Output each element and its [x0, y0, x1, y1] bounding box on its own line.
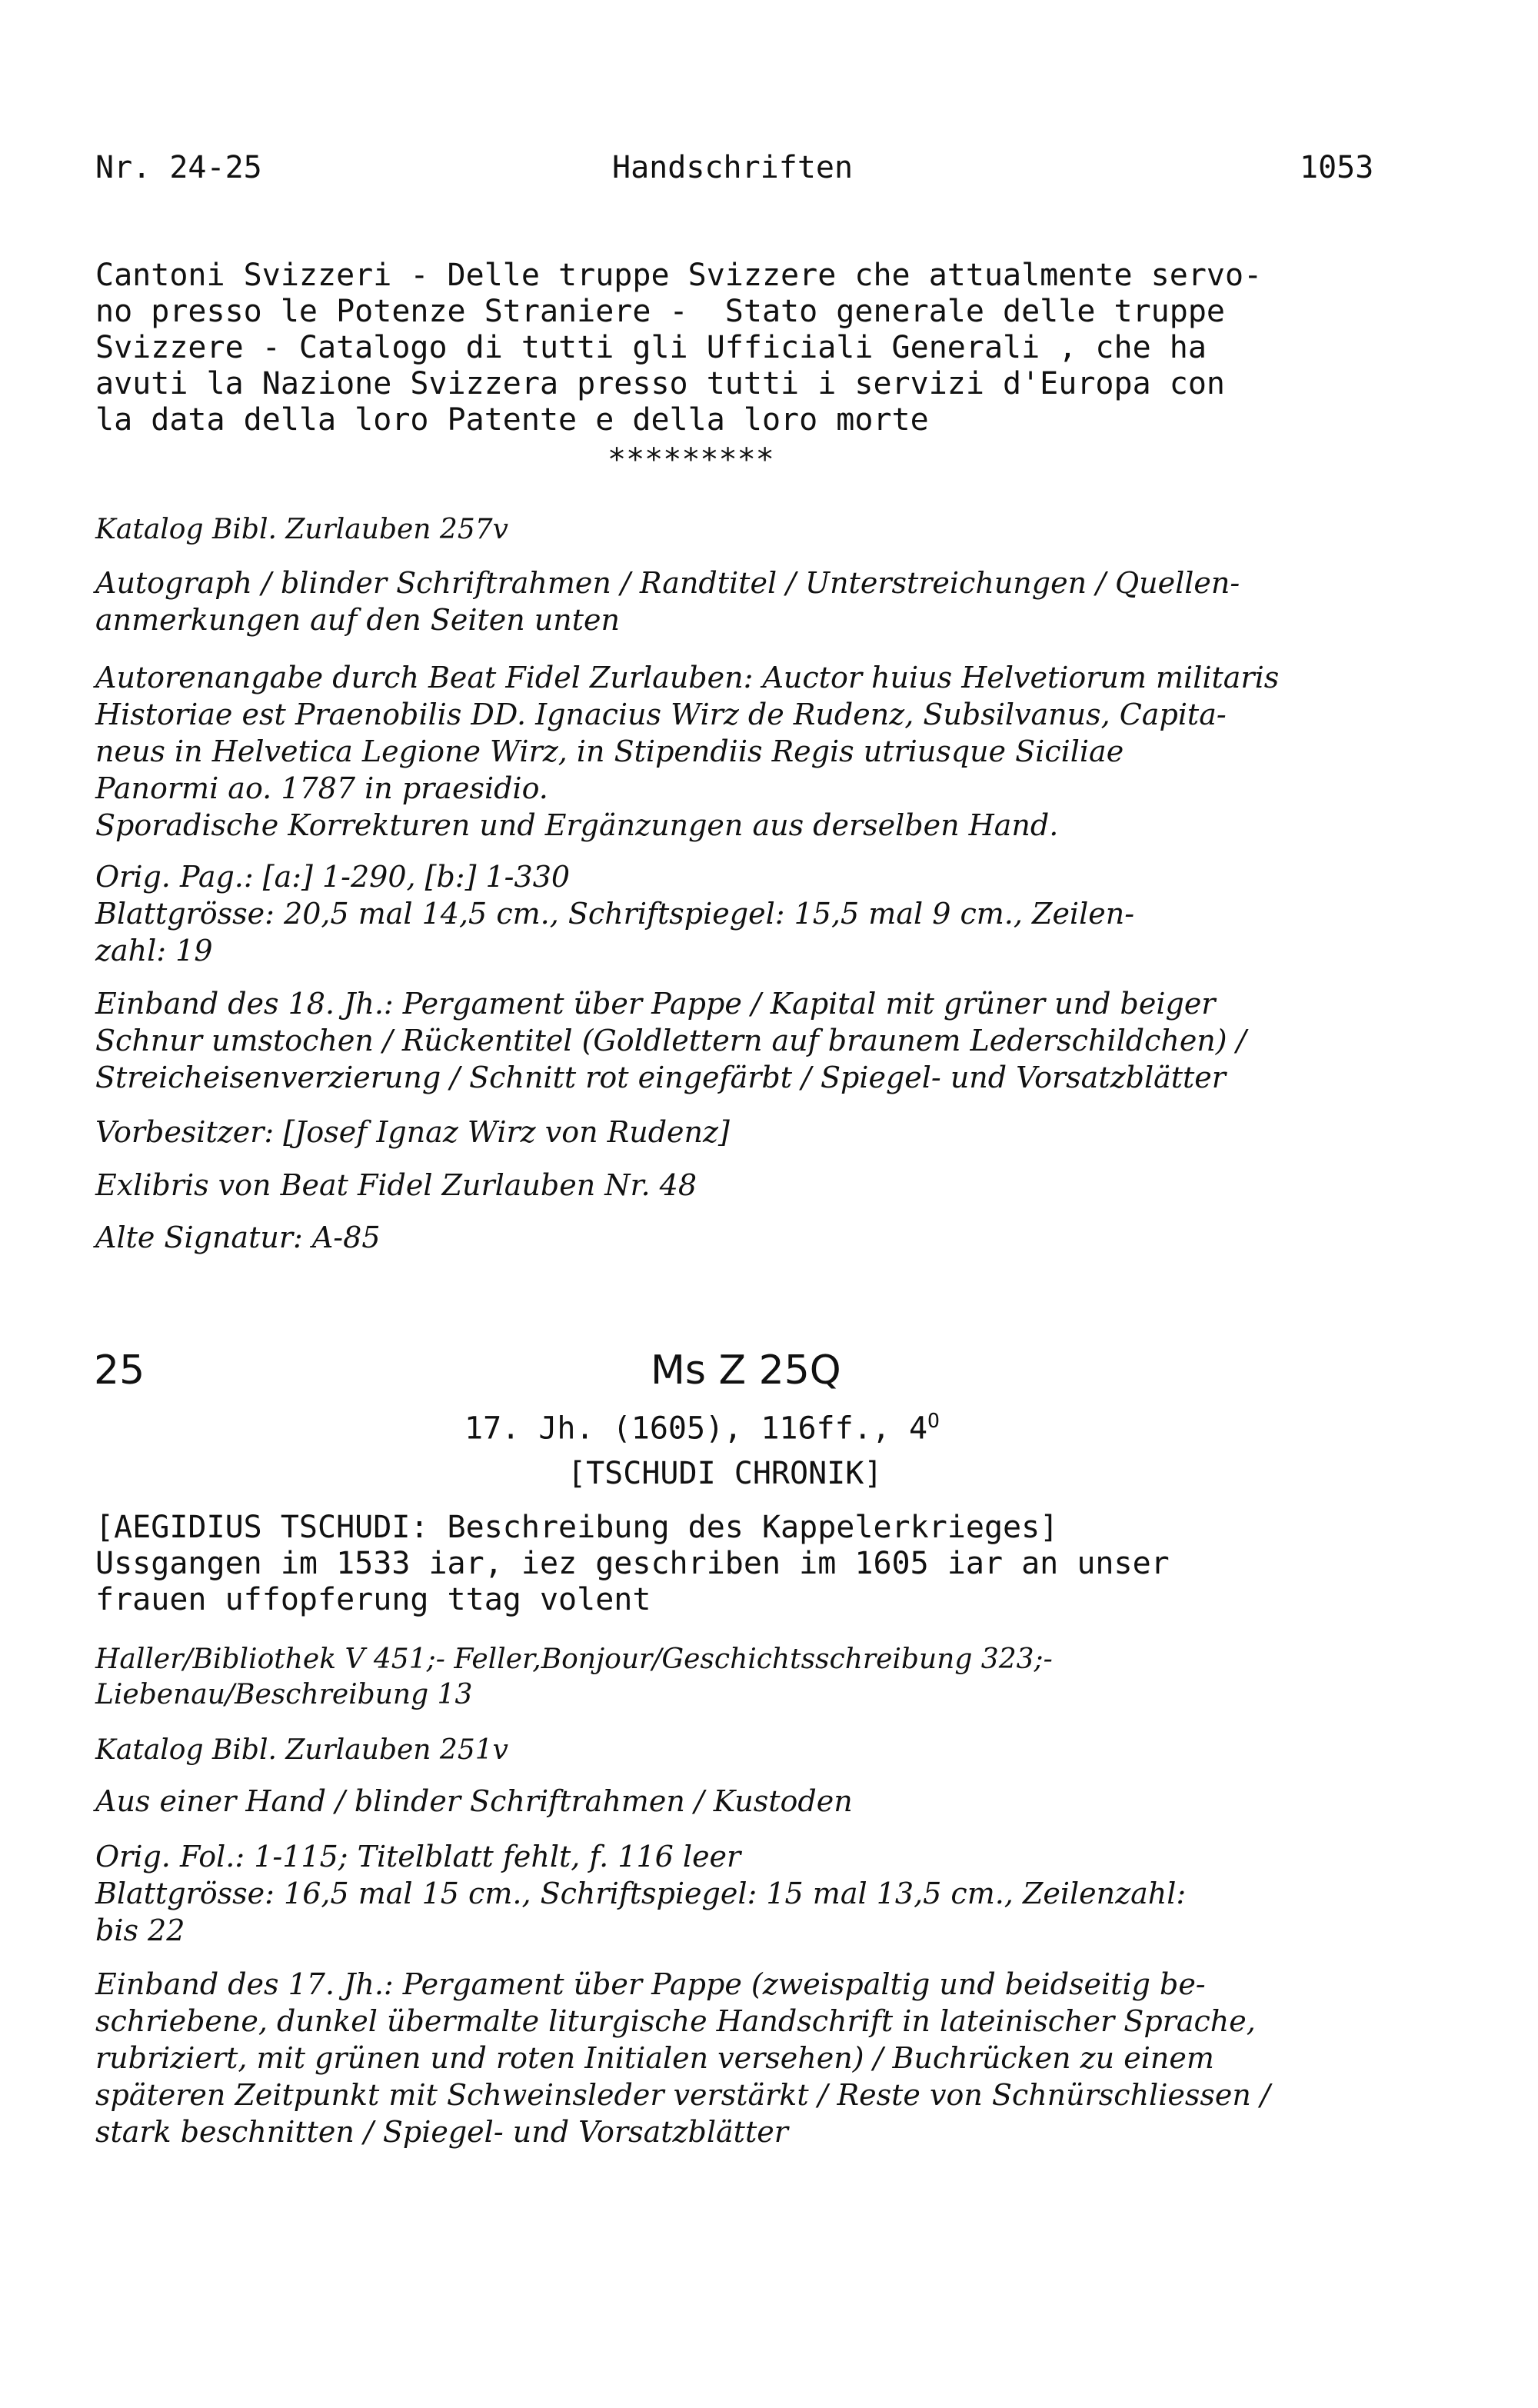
entry24-signatur-line: Alte Signatur: A-85: [95, 1221, 381, 1254]
entry24-author-line: Historiae est Praenobilis DD. Ignacius Wirz de Rudenz, Subsilvanus, Capita-: [95, 698, 1227, 731]
entry24-physical-description: [95, 858, 1495, 969]
entry25-physical-line: Blattgrösse: 16,5 mal 15 cm., Schriftspiegel: 15 mal 13,5 cm., Zeilenzahl:: [95, 1877, 1187, 1910]
entry24-separator: *********: [608, 442, 774, 478]
entry24-exlibris-line: Exlibris von Beat Fidel Zurlauben Nr. 48: [95, 1168, 697, 1202]
entry24-author-line: neus in Helvetica Legione Wirz, in Stipendiis Regis utriusque Siciliae: [95, 734, 1124, 768]
entry25-binding-line: rubriziert, mit grünen und roten Initialen versehen) / Buchrücken zu einem: [95, 2041, 1214, 2075]
entry24-exlibris: [95, 1167, 1495, 1204]
entry24-title-line: Cantoni Svizzeri - Delle truppe Svizzere che attualmente servo-: [95, 258, 1263, 293]
entry24-author-line: Panormi ao. 1787 in praesidio.: [95, 771, 548, 805]
entry24-physical-line: Blattgrösse: 20,5 mal 14,5 cm., Schriftspiegel: 15,5 mal 9 cm., Zeilen-: [95, 897, 1135, 931]
entry24-binding: [95, 985, 1495, 1096]
entry25-shelfmark: Ms Z 25Q: [651, 1347, 841, 1394]
entry24-title-line: no presso le Potenze Straniere - Stato generale delle truppe: [95, 294, 1226, 329]
entry25-binding-line: späteren Zeitpunkt mit Schweinsleder verstärkt / Reste von Schnürschliessen /: [95, 2078, 1270, 2112]
page-header-entry-range: Nr. 24-25: [95, 150, 262, 185]
entry25-content-line: Ussgangen im 1533 iar, iez geschriben im 1605 iar an unser: [95, 1546, 1170, 1581]
entry24-title-line: Svizzere - Catalogo di tutti gli Ufficiali Generali , che ha: [95, 330, 1207, 365]
entry24-signatur: [95, 1219, 1495, 1256]
entry24-physical-line: zahl: 19: [95, 934, 213, 968]
entry24-description-line: anmerkungen auf den Seiten unten: [95, 603, 620, 637]
entry24-binding-line: Schnur umstochen / Rückentitel (Goldlettern auf braunem Lederschildchen) /: [95, 1024, 1247, 1057]
entry25-description: [95, 1783, 1495, 1820]
entry24-title-line: la data della loro Patente e della loro morte: [95, 402, 929, 438]
page-header-section-title: Handschriften: [612, 150, 854, 185]
entry24-vorbesitzer: [95, 1114, 1495, 1151]
entry25-content: [95, 1510, 1495, 1618]
entry25-binding: [95, 1966, 1495, 2150]
entry25-title: [TSCHUDI CHRONIK]: [568, 1456, 883, 1491]
entry25-binding-line: schriebene, dunkel übermalte liturgische Handschrift in lateinischer Sprache,: [95, 2004, 1256, 2038]
entry24-description-line: Autograph / blinder Schriftrahmen / Randtitel / Unterstreichungen / Quellen-: [95, 566, 1240, 600]
entry24-title: [95, 258, 1495, 438]
entry25-binding-line: Einband des 17. Jh.: Pergament über Pappe (zweispaltig und beidseitig be-: [95, 1967, 1206, 2001]
entry25-katalog: [95, 1733, 1495, 1768]
entry25-literature: [95, 1642, 1495, 1713]
entry24-author-line: Autorenangabe durch Beat Fidel Zurlauben: Auctor huius Helvetiorum militaris: [95, 661, 1280, 694]
entry24-title-line: avuti la Nazione Svizzera presso tutti i servizi d'Europa con: [95, 366, 1226, 401]
entry24-physical-line: Orig. Pag.: [a:] 1-290, [b:] 1-330: [95, 860, 571, 894]
entry25-literature-line: Liebenau/Beschreibung 13: [95, 1679, 473, 1710]
entry25-description-line: Aus einer Hand / blinder Schriftrahmen / Kustoden: [95, 1784, 853, 1818]
entry25-date-line: [464, 1404, 940, 1447]
entry24-katalog-line: Katalog Bibl. Zurlauben 257v: [95, 514, 508, 545]
entry25-physical-line: Orig. Fol.: 1-115; Titelblatt fehlt, f. 116 leer: [95, 1840, 741, 1873]
entry25-date-superscript: O: [927, 1410, 940, 1433]
entry25-content-line: frauen uffopferung ttag volent: [95, 1582, 651, 1617]
entry25-katalog-line: Katalog Bibl. Zurlauben 251v: [95, 1734, 508, 1766]
entry24-binding-line: Streicheisenverzierung / Schnitt rot eingefärbt / Spiegel- und Vorsatzblätter: [95, 1061, 1226, 1094]
entry24-description: [95, 565, 1495, 638]
entry24-author-line: Sporadische Korrekturen und Ergänzungen aus derselben Hand.: [95, 808, 1059, 842]
entry25-physical-description: [95, 1838, 1495, 1949]
page-number: 1053: [1300, 150, 1374, 185]
entry25-date-text: 17. Jh. (1605), 116ff., 4: [464, 1410, 928, 1447]
entry24-author-note: [95, 659, 1495, 844]
entry25-binding-line: stark beschnitten / Spiegel- und Vorsatzblätter: [95, 2115, 788, 2149]
entry25-physical-line: bis 22: [95, 1913, 185, 1947]
entry24-vorbesitzer-line: Vorbesitzer: [Josef Ignaz Wirz von Rudenz]: [95, 1115, 730, 1149]
entry25-literature-line: Haller/Bibliothek V 451;- Feller,Bonjour/Geschichtsschreibung 323;-: [95, 1644, 1053, 1675]
entry24-katalog: [95, 512, 1495, 548]
entry25-number: 25: [94, 1347, 145, 1394]
entry25-content-line: [AEGIDIUS TSCHUDI: Beschreibung des Kappelerkrieges]: [95, 1510, 1059, 1545]
entry24-binding-line: Einband des 18. Jh.: Pergament über Pappe / Kapital mit grüner und beiger: [95, 987, 1216, 1021]
